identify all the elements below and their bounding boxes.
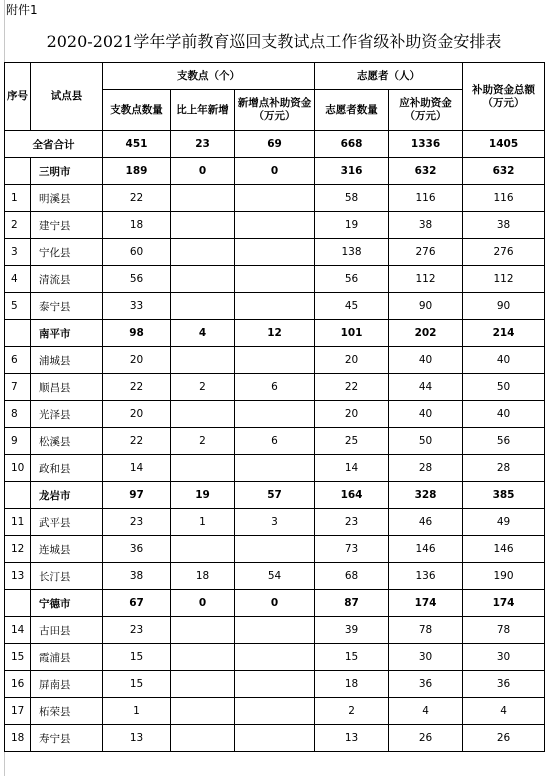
cell-new-fund: 0 — [235, 590, 315, 617]
cell-total: 632 — [463, 158, 545, 185]
cell-total: 26 — [463, 725, 545, 752]
cell-county: 三明市 — [31, 158, 103, 185]
table-row — [5, 374, 545, 401]
cell-volunteers: 39 — [315, 617, 389, 644]
cell-points: 13 — [103, 725, 171, 752]
cell-points: 67 — [103, 590, 171, 617]
cell-new-fund: 6 — [235, 428, 315, 455]
cell-points: 22 — [103, 428, 171, 455]
cell-county: 顺昌县 — [31, 374, 103, 401]
total-total: 1405 — [463, 131, 545, 158]
cell-vol-fund: 116 — [389, 185, 463, 212]
table-row — [5, 293, 545, 320]
cell-vol-fund: 38 — [389, 212, 463, 239]
cell-vol-fund: 90 — [389, 293, 463, 320]
cell-index: 2 — [5, 212, 31, 239]
cell-county: 古田县 — [31, 617, 103, 644]
cell-points: 38 — [103, 563, 171, 590]
cell-vol-fund: 78 — [389, 617, 463, 644]
cell-new — [171, 698, 235, 725]
cell-vol-fund: 40 — [389, 401, 463, 428]
cell-vol-fund: 50 — [389, 428, 463, 455]
cell-points: 18 — [103, 212, 171, 239]
cell-index — [5, 158, 31, 185]
cell-county: 长汀县 — [31, 563, 103, 590]
cell-volunteers: 23 — [315, 509, 389, 536]
total-volunteers: 668 — [315, 131, 389, 158]
cell-volunteers: 73 — [315, 536, 389, 563]
cell-total: 50 — [463, 374, 545, 401]
cell-volunteers: 101 — [315, 320, 389, 347]
cell-total: 190 — [463, 563, 545, 590]
cell-index: 7 — [5, 374, 31, 401]
cell-volunteers: 87 — [315, 590, 389, 617]
cell-total: 4 — [463, 698, 545, 725]
cell-county: 柘荣县 — [31, 698, 103, 725]
cell-new-fund — [235, 266, 315, 293]
cell-county: 连城县 — [31, 536, 103, 563]
cell-volunteers: 20 — [315, 347, 389, 374]
cell-new-fund — [235, 617, 315, 644]
cell-points: 36 — [103, 536, 171, 563]
cell-new — [171, 401, 235, 428]
cell-new: 2 — [171, 428, 235, 455]
table-row — [5, 212, 545, 239]
cell-total: 49 — [463, 509, 545, 536]
cell-total: 174 — [463, 590, 545, 617]
total-new: 23 — [171, 131, 235, 158]
cell-points: 189 — [103, 158, 171, 185]
cell-points: 15 — [103, 644, 171, 671]
total-label: 全省合计 — [5, 131, 103, 158]
table-row — [5, 185, 545, 212]
cell-new-fund — [235, 239, 315, 266]
cell-new-fund — [235, 185, 315, 212]
cell-new-fund: 6 — [235, 374, 315, 401]
cell-points: 15 — [103, 671, 171, 698]
cell-points: 22 — [103, 185, 171, 212]
cell-vol-fund: 30 — [389, 644, 463, 671]
cell-points: 20 — [103, 347, 171, 374]
header-row-1 — [5, 63, 545, 90]
cell-volunteers: 316 — [315, 158, 389, 185]
cell-county: 泰宁县 — [31, 293, 103, 320]
city-row — [5, 482, 545, 509]
cell-points: 20 — [103, 401, 171, 428]
cell-index: 8 — [5, 401, 31, 428]
cell-new: 0 — [171, 158, 235, 185]
cell-index: 9 — [5, 428, 31, 455]
cell-vol-fund: 328 — [389, 482, 463, 509]
cell-index: 6 — [5, 347, 31, 374]
cell-new-fund — [235, 698, 315, 725]
cell-new-fund: 57 — [235, 482, 315, 509]
table-row — [5, 671, 545, 698]
cell-new — [171, 293, 235, 320]
cell-new: 1 — [171, 509, 235, 536]
cell-county: 建宁县 — [31, 212, 103, 239]
cell-new-fund — [235, 293, 315, 320]
cell-volunteers: 25 — [315, 428, 389, 455]
cell-total: 56 — [463, 428, 545, 455]
cell-county: 明溪县 — [31, 185, 103, 212]
city-row — [5, 320, 545, 347]
cell-total: 116 — [463, 185, 545, 212]
cell-index: 13 — [5, 563, 31, 590]
cell-total: 38 — [463, 212, 545, 239]
cell-vol-fund: 40 — [389, 347, 463, 374]
cell-total: 276 — [463, 239, 545, 266]
cell-county: 龙岩市 — [31, 482, 103, 509]
cell-new — [171, 644, 235, 671]
table-row — [5, 509, 545, 536]
header-points-count: 支教点数量 — [103, 90, 171, 131]
cell-vol-fund: 276 — [389, 239, 463, 266]
cell-volunteers: 20 — [315, 401, 389, 428]
cell-vol-fund: 4 — [389, 698, 463, 725]
cell-points: 33 — [103, 293, 171, 320]
total-row — [5, 131, 545, 158]
city-row — [5, 158, 545, 185]
table-row — [5, 266, 545, 293]
header-volunteers-group: 志愿者（人） — [315, 63, 463, 90]
cell-county: 屏南县 — [31, 671, 103, 698]
cell-new — [171, 185, 235, 212]
table-row — [5, 617, 545, 644]
cell-vol-fund: 632 — [389, 158, 463, 185]
document-title: 2020-2021学年学前教育巡回支教试点工作省级补助资金安排表 — [46, 32, 502, 51]
cell-index: 4 — [5, 266, 31, 293]
cell-new-fund: 3 — [235, 509, 315, 536]
cell-volunteers: 164 — [315, 482, 389, 509]
cell-index: 14 — [5, 617, 31, 644]
table-row — [5, 644, 545, 671]
cell-total: 28 — [463, 455, 545, 482]
cell-total: 36 — [463, 671, 545, 698]
cell-points: 60 — [103, 239, 171, 266]
cell-new — [171, 455, 235, 482]
cell-index — [5, 320, 31, 347]
cell-volunteers: 13 — [315, 725, 389, 752]
cell-new — [171, 617, 235, 644]
cell-total: 40 — [463, 347, 545, 374]
cell-volunteers: 19 — [315, 212, 389, 239]
cell-volunteers: 58 — [315, 185, 389, 212]
cell-county: 武平县 — [31, 509, 103, 536]
cell-index: 1 — [5, 185, 31, 212]
cell-volunteers: 15 — [315, 644, 389, 671]
cell-vol-fund: 202 — [389, 320, 463, 347]
cell-county: 松溪县 — [31, 428, 103, 455]
cell-total: 78 — [463, 617, 545, 644]
cell-vol-fund: 146 — [389, 536, 463, 563]
cell-new-fund — [235, 347, 315, 374]
cell-county: 宁德市 — [31, 590, 103, 617]
cell-index: 10 — [5, 455, 31, 482]
cell-index: 3 — [5, 239, 31, 266]
cell-volunteers: 14 — [315, 455, 389, 482]
cell-volunteers: 2 — [315, 698, 389, 725]
cell-new-fund: 12 — [235, 320, 315, 347]
cell-volunteers: 68 — [315, 563, 389, 590]
cell-vol-fund: 46 — [389, 509, 463, 536]
cell-total: 40 — [463, 401, 545, 428]
cell-index — [5, 482, 31, 509]
cell-new: 18 — [171, 563, 235, 590]
cell-points: 98 — [103, 320, 171, 347]
cell-total: 214 — [463, 320, 545, 347]
cell-county: 政和县 — [31, 455, 103, 482]
cell-county: 寿宁县 — [31, 725, 103, 752]
cell-points: 1 — [103, 698, 171, 725]
cell-new — [171, 725, 235, 752]
cell-new: 2 — [171, 374, 235, 401]
cell-points: 23 — [103, 509, 171, 536]
cell-vol-fund: 36 — [389, 671, 463, 698]
cell-points: 97 — [103, 482, 171, 509]
total-points: 451 — [103, 131, 171, 158]
attachment-label: 附件1 — [6, 3, 38, 17]
city-row — [5, 590, 545, 617]
table-row — [5, 401, 545, 428]
cell-total: 90 — [463, 293, 545, 320]
cell-volunteers: 22 — [315, 374, 389, 401]
cell-index: 5 — [5, 293, 31, 320]
header-points-new-fund: 新增点补助资金（万元） — [235, 90, 315, 131]
cell-new-fund — [235, 455, 315, 482]
cell-index — [5, 590, 31, 617]
cell-county: 清流县 — [31, 266, 103, 293]
cell-index: 15 — [5, 644, 31, 671]
header-volunteers-count: 志愿者数量 — [315, 90, 389, 131]
header-index: 序号 — [5, 63, 31, 131]
cell-vol-fund: 44 — [389, 374, 463, 401]
cell-new-fund — [235, 401, 315, 428]
cell-new-fund — [235, 212, 315, 239]
cell-county: 浦城县 — [31, 347, 103, 374]
table-row — [5, 347, 545, 374]
cell-index: 12 — [5, 536, 31, 563]
cell-index: 16 — [5, 671, 31, 698]
header-points-group: 支教点（个） — [103, 63, 315, 90]
table-row — [5, 428, 545, 455]
cell-new-fund — [235, 536, 315, 563]
cell-volunteers: 45 — [315, 293, 389, 320]
cell-new-fund — [235, 725, 315, 752]
table-row — [5, 725, 545, 752]
cell-new: 4 — [171, 320, 235, 347]
cell-new-fund — [235, 644, 315, 671]
cell-points: 22 — [103, 374, 171, 401]
cell-total: 112 — [463, 266, 545, 293]
cell-index: 11 — [5, 509, 31, 536]
cell-total: 146 — [463, 536, 545, 563]
cell-county: 宁化县 — [31, 239, 103, 266]
cell-new — [171, 347, 235, 374]
table-row — [5, 563, 545, 590]
cell-new-fund: 54 — [235, 563, 315, 590]
cell-new — [171, 536, 235, 563]
cell-points: 14 — [103, 455, 171, 482]
cell-index: 17 — [5, 698, 31, 725]
cell-vol-fund: 174 — [389, 590, 463, 617]
cell-new — [171, 671, 235, 698]
cell-volunteers: 18 — [315, 671, 389, 698]
cell-volunteers: 56 — [315, 266, 389, 293]
cell-index: 18 — [5, 725, 31, 752]
cell-county: 南平市 — [31, 320, 103, 347]
header-total-fund: 补助资金总额（万元） — [463, 63, 545, 131]
total-vol-fund: 1336 — [389, 131, 463, 158]
cell-total: 30 — [463, 644, 545, 671]
cell-new: 19 — [171, 482, 235, 509]
header-county: 试点县 — [31, 63, 103, 131]
cell-new — [171, 266, 235, 293]
header-volunteers-fund: 应补助资金（万元） — [389, 90, 463, 131]
table-row — [5, 698, 545, 725]
table-row — [5, 239, 545, 266]
cell-vol-fund: 26 — [389, 725, 463, 752]
total-new-fund: 69 — [235, 131, 315, 158]
cell-new — [171, 212, 235, 239]
header-points-new: 比上年新增 — [171, 90, 235, 131]
table-row — [5, 536, 545, 563]
subsidy-table — [4, 62, 545, 752]
cell-vol-fund: 112 — [389, 266, 463, 293]
cell-volunteers: 138 — [315, 239, 389, 266]
cell-county: 霞浦县 — [31, 644, 103, 671]
cell-vol-fund: 136 — [389, 563, 463, 590]
cell-county: 光泽县 — [31, 401, 103, 428]
cell-new — [171, 239, 235, 266]
table-row — [5, 455, 545, 482]
cell-points: 56 — [103, 266, 171, 293]
cell-vol-fund: 28 — [389, 455, 463, 482]
cell-points: 23 — [103, 617, 171, 644]
cell-total: 385 — [463, 482, 545, 509]
cell-new-fund: 0 — [235, 158, 315, 185]
cell-new: 0 — [171, 590, 235, 617]
cell-new-fund — [235, 671, 315, 698]
